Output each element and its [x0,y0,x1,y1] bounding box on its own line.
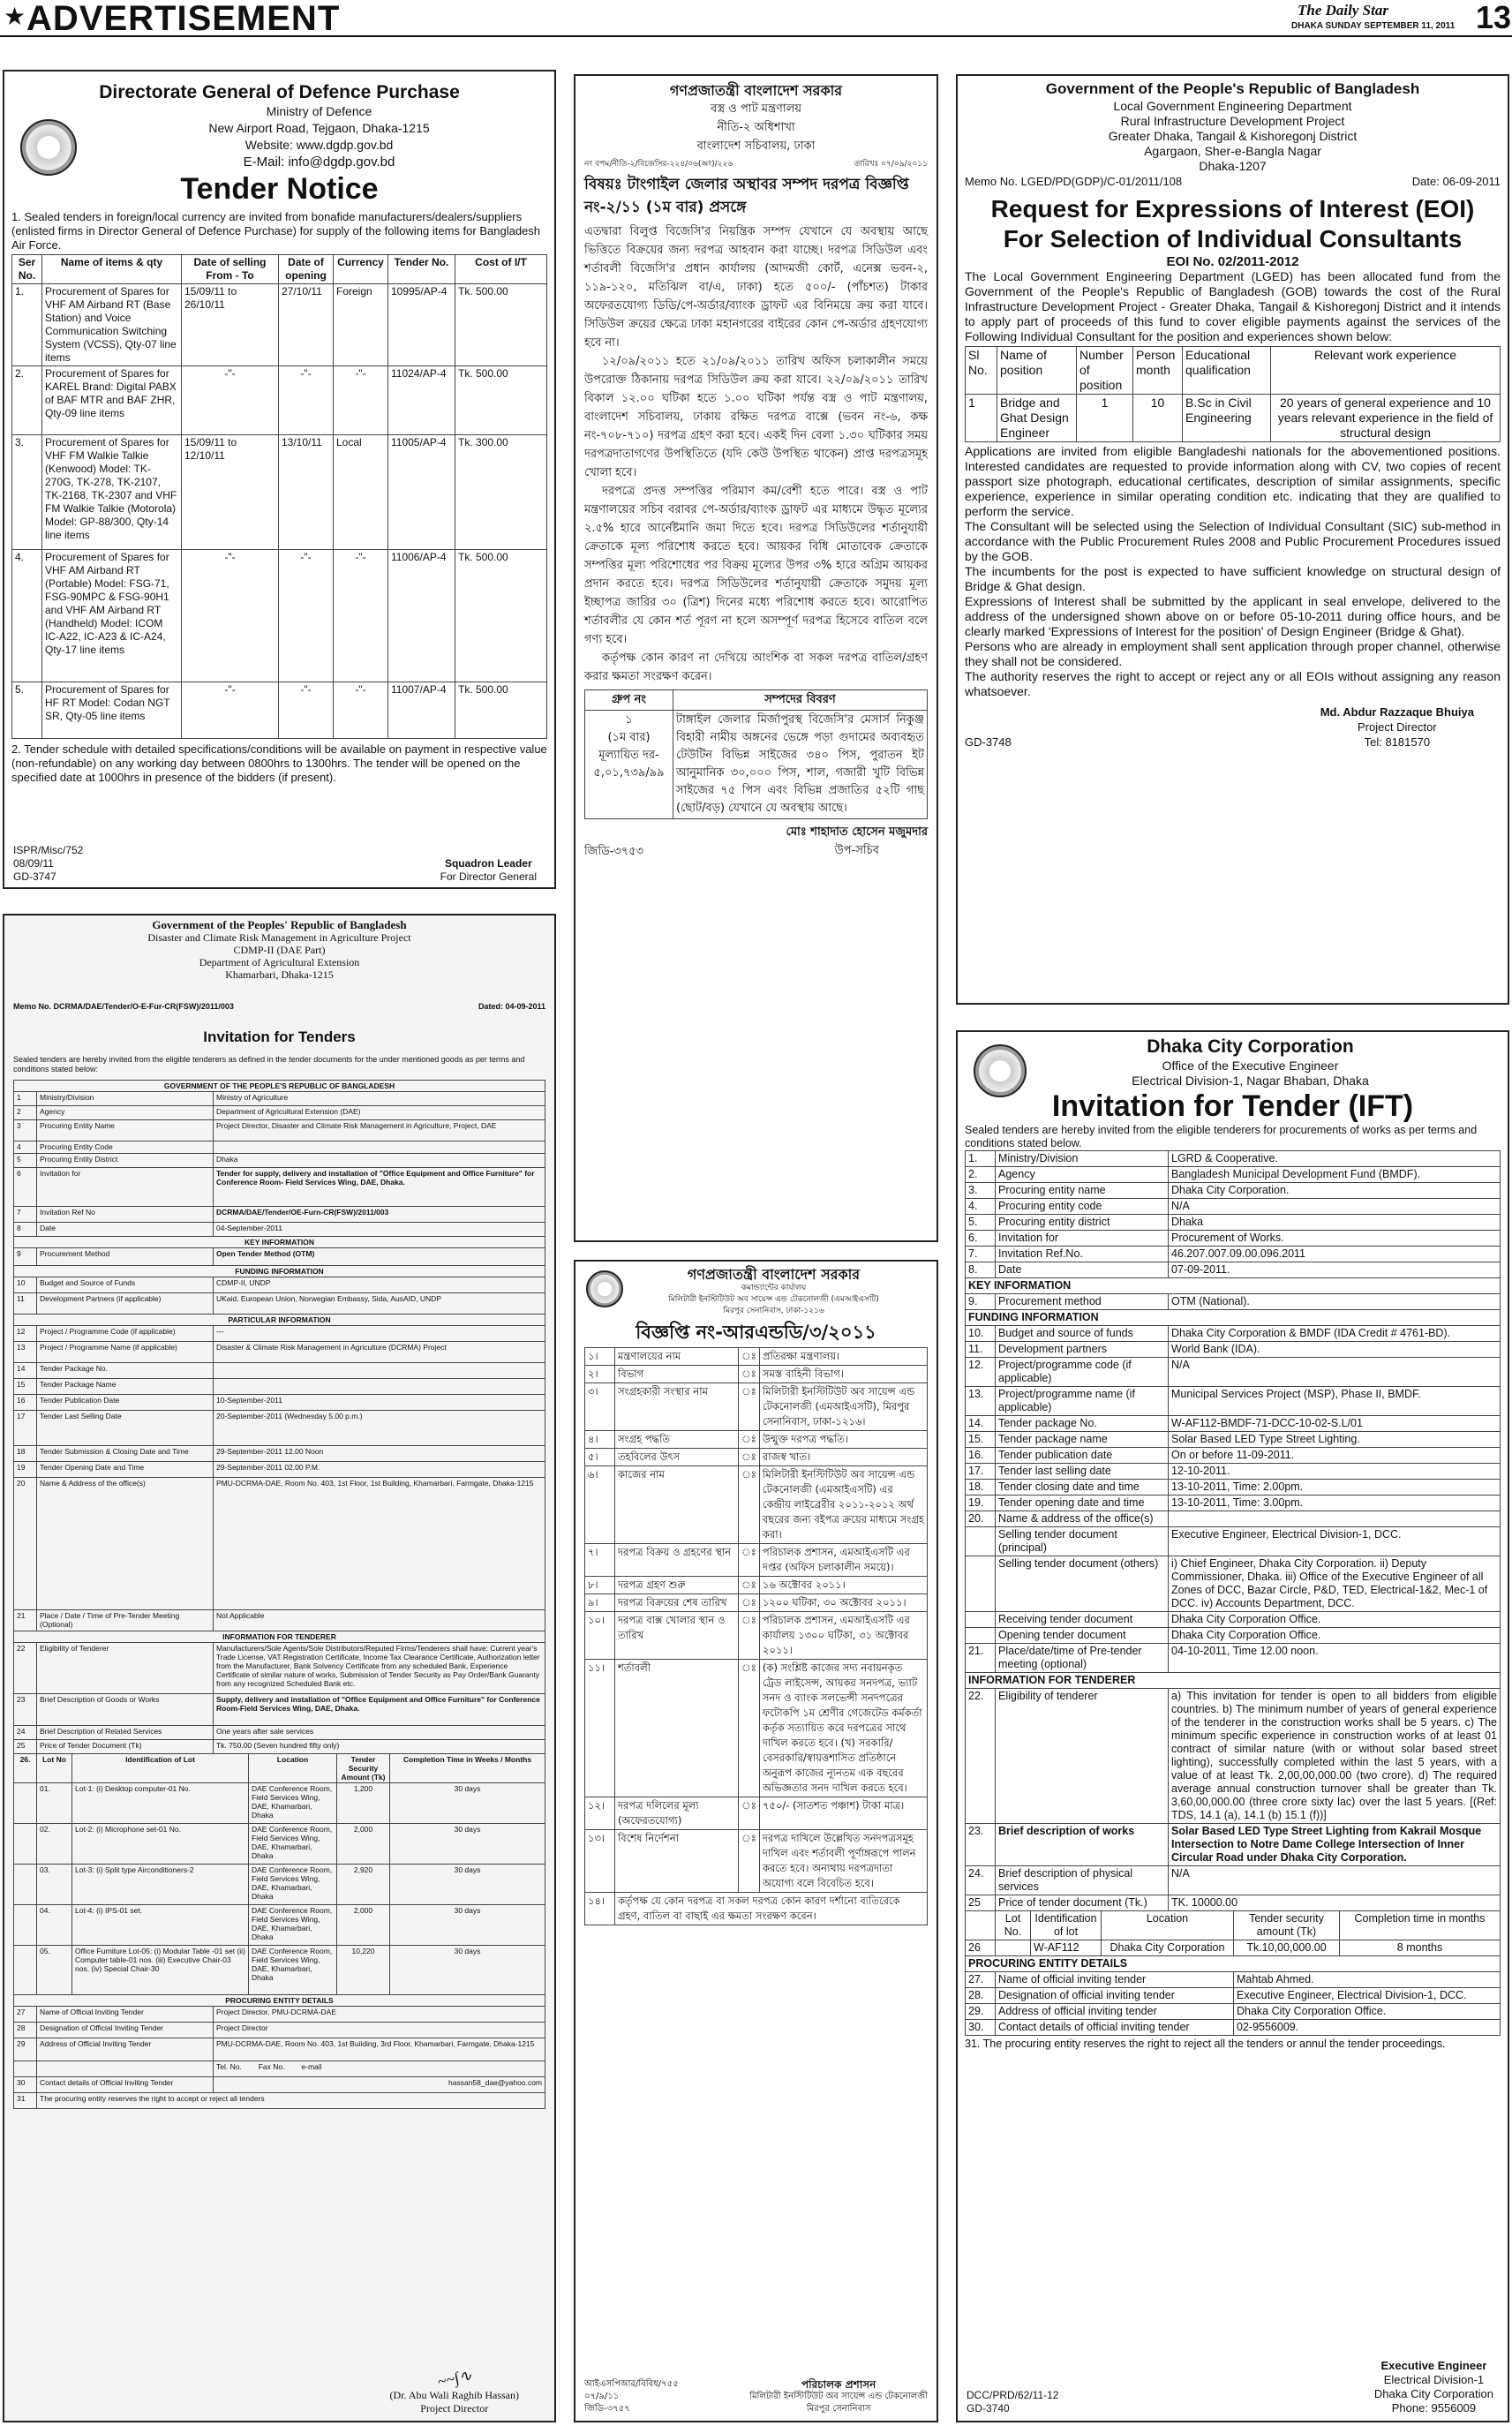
table-row: 20. Name & address of the office(s) [966,1511,1501,1527]
dcc-ift-title: Invitation for Tender (IFT) [1051,1089,1414,1123]
table-row: 2 Agency Department of Agricultural Extension (DAE) [14,1106,545,1120]
table-row: ৭। দরপত্র বিক্রয় ও গ্রহণের স্থান ঃ পরিচালক প্রশাসন, এমআইএসটি এর দপ্তর (অফিস চলাকালীন সময়ে)। [585,1544,928,1577]
table-row: 3 Procuring Entity Name Project Director, Disaster and Climate Risk Management in Agriculture, Project, DAE [14,1120,545,1141]
table-row: 3. Procuring entity name Dhaka City Corporation. [966,1183,1501,1199]
lged-intro: The Local Government Engineering Department (LGED) has been allocated fund from the Government of the People's Republic of Bangladesh (GOB) towards the cost of the Rural Infrastructure Development Project - Greater Dhaka, Tangail & Kishoregonj District and it intends to apply part of proceeds of this fund to cover eligible payments against the services of the Following Individual Consultant for the position and experiences shown below: [965,269,1501,343]
bn2-institute: মিলিটারী ইনস্টিটিউট অব সায়েন্স এন্ড টেকনোলজী (এমআইএসটি) [668,1295,879,1304]
table-row: 5. Procurement of Spares for HF RT Model: Codan NGT SR, Qty-05 line items -"- -"- -"- 11007/AP-4 Tk. 500.00 [12,682,547,739]
dae-section-heading: FUNDING INFORMATION [14,1266,545,1277]
dgdp-addr-line: Ministry of Defence [266,104,372,118]
ad-dcc-ift [956,1030,1509,2422]
dgdp-note: 2. Tender schedule with detailed specifications/conditions will be available on payment in respective value (non-refundable) on any working day between 0800hrs to 1300hrs. The tender will be opened on the specified date at 1000hrs in presence of the bidders (if present). [11,742,547,784]
dcc-section-heading: INFORMATION FOR TENDERER [966,1673,1501,1689]
dcc-emblem-icon [974,1044,1027,1097]
dgdp-sign-title: For Director General [440,870,537,883]
dae-table [13,1080,545,1754]
table-row: 10 Budget and Source of Funds CDMP-II, UNDP [14,1277,545,1293]
dae-proc-table [13,1994,545,2109]
dae-section-heading: PARTICULAR INFORMATION [14,1315,545,1326]
table-row: 25 Price of tender document (Tk.) TK. 10000.00 [966,1895,1501,1911]
table-row: 18 Tender Submission & Closing Date and Time 29-September-2011 12.00 Noon [14,1446,545,1462]
dgdp-addr-line: New Airport Road, Tejgaon, Dhaka-1215 [208,121,430,135]
table-header: Sl No. [966,347,997,395]
table-row: Opening tender document Dhaka City Corporation Office. [966,1628,1501,1644]
table-row: ১০। দরপত্র বাক্স খোলার স্থান ও তারিখ ঃ পরিচালক প্রশাসন, এমআইএসটি এর কার্যালয় ১৩০০ ঘটিকা, ৩১ অক্টোবর ২০১১। [585,1612,928,1660]
dgdp-emblem-icon [20,119,77,176]
lged-subtitle: For Selection of Individual Consultants [1003,225,1463,252]
lged-gov-title: Government of the People's Republic of Bangladesh [1045,80,1420,97]
table-header: Number of position [1077,347,1133,395]
lged-tel: Tel: 8181570 [1364,735,1431,749]
lged-eoi-no: EOI No. 02/2011-2012 [1166,254,1299,269]
dae-sign-name: (Dr. Abu Wali Raghib Hassan) [389,2389,519,2401]
bn1-date: তারিখঃ ০৭/০৯/২০১১ [854,160,928,169]
table-header: Educational qualification [1183,347,1271,395]
dcc-gd: GD-3740 [967,2402,1010,2415]
lged-memo: Memo No. LGED/PD(GDP)/C-01/2011/108 [965,175,1183,188]
bn2-gd: জিডি-৩৭৫৭ [584,2404,630,2414]
bn1-gov-title: গণপ্রজাতন্ত্রী বাংলাদেশ সরকার [669,82,843,99]
dae-section-heading: GOVERNMENT OF THE PEOPLE'S REPUBLIC OF BANGLADESH [14,1081,545,1092]
ad-lged-eoi [956,74,1509,1005]
issue-date: DHAKA SUNDAY SEPTEMBER 11, 2011 [1291,21,1456,31]
table-row: 11 Development Partners (if applicable) UKaid, European Union, Norwegian Embassy, Sida, AusAID, UNDP [14,1293,545,1315]
lged-para: The Consultant will be selected using the Selection of Individual Consultant (SIC) sub-method in accordance with the Public Procurement Rules 2008 and Public Procurement Procedures issued by the GOB. [965,519,1501,563]
table-header: Relevant work experience [1271,347,1501,395]
table-row: ১ (১ম বার) মূল্যায়িত দর- ৫,০১,৭৩৯/৯৯ টাঙ্গাইল জেলার মির্জাপুরস্থ বিজেসি'র মেসার্স নিকুঞ্জ বিহারী নামীয় অঙ্গনের ভেঙ্গে পড়া গুদামের অব্যবহৃত টেউটিন বিভিন্ন সাইজের ৩৪০ পিস, পুরাতন ইট আনুমানিক ৩০,০০০ পিস, শাল, গজারী খুটি বিভিন্ন সাইজের ৭৫ পিস এবং বিভিন্ন প্রজাতির ৫২টি গাছ (ছোট/বড়) যেখানে যে অবস্থায় আছে। [585,711,928,819]
table-header: Date of opening [279,255,334,284]
dcc-section-heading: KEY INFORMATION [966,1278,1501,1294]
bn2-address: মিরপুর সেনানিবাস, ঢাকা-১২১৬ [723,1307,824,1315]
dae-memo: Memo No. DCRMA/DAE/Tender/O-E-Fur-CR(FSW)/2011/003 [13,1002,234,1011]
dgdp-ref: ISPR/Misc/752 [13,844,84,856]
lged-sign-title: Project Director [1358,720,1437,734]
dcc-office: Office of the Executive Engineer [1162,1059,1339,1073]
dcc-lot-table [965,1910,1501,1956]
section-title: ADVERTISEMENT [26,0,341,38]
dgdp-gd: GD-3747 [13,870,56,883]
bn2-sign-loc: মিরপুর সেনানিবাস [806,2404,871,2414]
ad-bangla-mist-tender [574,1260,938,2422]
dcc-sign-org: Dhaka City Corporation [1373,2387,1493,2400]
table-header: Completion Time in Weeks / Months [390,1754,545,1783]
bn2-gov-title: গণপ্রজাতন্ত্রী বাংলাদেশ সরকার [687,1266,861,1283]
bn1-gd: জিডি-৩৭৫৩ [584,845,644,858]
table-row: ৯। দরপত্র বিক্রয়ের শেষ তারিখ ঃ ১২০০ ঘটিকা, ৩০ অক্টোবর ২০১১। [585,1594,928,1612]
dae-address: Khamarbari, Dhaka-1215 [225,968,334,981]
table-row: 11. Development partners World Bank (IDA). [966,1342,1501,1358]
table-row: 6 Invitation for Tender for supply, delivery and installation of "Office Equipment and Office Furniture" for Conference Room- Field Services Wing, DAE, Dhaka. [14,1168,545,1207]
table-header: Location [1102,1911,1234,1940]
table-row: 27. Name of official inviting tender Mahtab Ahmed. [966,1972,1501,1988]
table-header: Location [249,1754,337,1783]
bn2-title: বিজ্ঞপ্তি নং-আরএন্ডডি/৩/২০১১ [636,1322,876,1343]
table-row: 1 Bridge and Ghat Design Engineer 1 10 B.Sc in Civil Engineering 20 years of general experience and 10 years relevant experience in the field of structural design [966,395,1501,442]
table-row: 26 W-AF112 Dhaka City Corporation Tk.10,00,000.00 8 months [966,1940,1501,1956]
page-number: 13 [1476,0,1512,35]
bn1-address: বাংলাদেশ সচিবালয়, ঢাকা [696,139,816,153]
table-row: Selling tender document (principal) Executive Engineer, Electrical Division-1, DCC. [966,1527,1501,1556]
table-row: 30 Contact details of Official Inviting Tender hassan58_dae@yahoo.com [14,2077,545,2093]
lged-date: Date: 06-09-2011 [1411,175,1501,188]
table-row: ৬। কাজের নাম ঃ মিলিটারী ইনস্টিটিউট অব সায়েন্স এন্ড টেকনোলজী (এমআইএসটি) এর কেন্দ্রীয় লাইব্রেরীর ২০১১-২০১২ অর্থ বছরের জন্য বইপত্র ক্রয়ের মাধ্যমে সংগ্রহ করা। [585,1466,928,1544]
table-row: 13 Project / Programme Name (if applicable) Disaster & Climate Risk Management in Agriculture (DCRMA) Project [14,1342,545,1363]
table-row: 14 Tender Package No. [14,1363,545,1379]
mist-emblem-icon [586,1270,623,1307]
table-row: 8. Date 07-09-2011. [966,1262,1501,1278]
dae-section-heading: KEY INFORMATION [14,1237,545,1248]
dae-signature-icon: ~~∫∿ [435,2366,474,2391]
dgdp-email: E-Mail: info@dgdp.gov.bd [243,154,395,170]
dcc-sign-title: Executive Engineer [1380,2359,1487,2372]
dcc-title: Dhaka City Corporation [1147,1036,1354,1057]
table-row: 29. Address of official inviting tender Dhaka City Corporation Office. [966,2004,1501,2020]
table-header: Date of selling From - To [182,255,279,284]
table-header: Identification of Lot [72,1754,249,1783]
bn1-body: কর্তৃপক্ষ কোন কারণ না দেখিয়ে আংশিক বা সকল দরপত্র বাতিল/গ্রহণ করার ক্ষমতা সংরক্ষণ করেন। [584,652,928,683]
table-row: 2. Agency Bangladesh Municipal Development Fund (BMDF). [966,1167,1501,1183]
table-row: 7 Invitation Ref No DCRMA/DAE/Tender/OE-Furn-CR(FSW)/2011/003 [14,1207,545,1223]
lged-project: Rural Infrastructure Development Project [1120,114,1345,128]
bn1-ministry: বস্ত্র ও পাট মন্ত্রণালয় [710,102,802,116]
bn1-memo: নং বপম/নীতি-২/বিজেসির-২২৪/০৬(অং)/২২৬ [584,160,733,169]
table-header: Currency [334,255,388,284]
lged-para: Expressions of Interest shall be submitted by the applicant in seal envelope, delivered to the address of the undersigned shown above on or before 05-10-2011 during office hours, and be clearly marked 'Expressions of Interest for the position' of Design Engineer (Bridge & Ghat). [965,594,1501,638]
dae-dept: Department of Agricultural Extension [199,956,360,968]
table-row: ৩। সংগ্রহকারী সংস্থার নাম ঃ মিলিটারী ইনস্টিটিউট অব সায়েন্স এন্ড টেকনোলজী (এমআইএসটি), মিরপুর সেনানিবাস, ঢাকা-১২১৬। [585,1383,928,1431]
table-row: 20 Name & Address of the office(s) PMU-DCRMA-DAE, Room No. 403, 1st Floor, 1st Building, Khamarbari, Farmgate, Dhaka-1215 [14,1478,545,1610]
table-row: 19 Tender Opening Date and Time 29-September-2011 02.00 P.M. [14,1462,545,1478]
table-header: Name of position [997,347,1077,395]
dae-intro: Sealed tenders are hereby invited from the eligible tenderers as defined in the tender documents for the under mentioned goods as per terms and conditions stated below: [13,1055,525,1074]
table-row: 30. Contact details of official inviting tender 02-9556009. [966,2020,1501,2036]
dcc-sign-phone: Phone: 9556009 [1391,2401,1477,2415]
table-header: Lot No. [996,1911,1031,1940]
bn2-sign-inst: মিলিটারী ইনস্টিটিউট অব সায়েন্স এন্ড টেকনোলজী [749,2392,928,2401]
dgdp-sign-rank: Squadron Leader [444,857,532,870]
table-row: 16 Tender Publication Date 10-September-2011 [14,1395,545,1411]
table-row: 22 Eligibility of Tenderer Manufacturers/Sole Agents/Sole Distributors/Reputed Firms/Tenderers shall have: Current year's Trade License, VAT Registration Certificate, Income Tax Clearance Certificate, Authorization letter from the Manufacturer, Bank Solvency Certificate from any scheduled Bank, Experience Certificate of similar nature of works, Submission of Tender Security as Pay Order/Bank Guaranty from any recognized Scheduled Bank etc. [14,1643,545,1694]
table-header: Tender security amount (Tk) [1234,1911,1340,1940]
bn2-office: কমান্ড্যান্টের কার্যালয় [741,1284,807,1292]
table-row: 21 Place / Date / Time of Pre-Tender Meeting (Optional) Not Applicable [14,1610,545,1631]
lged-title: Request for Expressions of Interest (EOI) [990,195,1475,222]
table-header: Person month [1133,347,1183,395]
dcc-division: Electrical Division-1, Nagar Bhaban, Dhaka [1132,1074,1369,1088]
table-header: Tender No. [388,255,455,284]
table-row: 24. Brief description of physical services N/A [966,1866,1501,1895]
table-row: 15 Tender Package Name [14,1379,545,1395]
table-header: Ser No. [12,255,42,284]
bn1-sign-title: উপ-সচিব [834,844,879,857]
table-row: 25 Price of Tender Document (Tk) Tk. 750.00 (Seven hundred fifty only) [14,1740,545,1754]
dgdp-intro: 1. Sealed tenders in foreign/local currency are invited from bonafide manufacturers/dealers/suppliers (enlisted firms in Director General of Defence Purchase) for supply of the following items for Bangladesh Air Force. [11,210,541,252]
dae-sign-title: Project Director [420,2402,489,2415]
dgdp-ref-date: 08/09/11 [13,857,54,870]
table-row: 12. Project/programme code (if applicable) N/A [966,1358,1501,1387]
lged-city: Dhaka-1207 [1199,159,1267,173]
table-row: 10. Budget and source of funds Dhaka City Corporation & BMDF (IDA Credit # 4761-BD). [966,1326,1501,1342]
table-row: 29 Address of Official Inviting Tender PMU-DCRMA-DAE, Room No. 403, 1st Building, 3rd Floor, Khamarbari, Farmgate, Dhaka-1215 [14,2038,545,2061]
table-row: 14. Tender package No. W-AF112-BMDF-71-DCC-10-02-S.L/01 [966,1416,1501,1432]
table-row: 15. Tender package name Solar Based LED Type Street Lighting. [966,1432,1501,1448]
bn1-body: দরপত্রে প্রদত্ত সম্পত্তির পরিমাণ কম/বেশী হতে পারে। বস্ত্র ও পাট মন্ত্রণালয়ের সচিব বরাবর পে-অর্ডার/ব্যাংক ড্রাফট এর মাধ্যমে উদ্ধৃত মূল্যের ২.৫% হারে আর্নেষ্টমানি জমা দিতে হবে। দরপত্র সিডিউলের শর্তানুযায়ী ক্রেতাকে মূল্য পরিশোধ করতে হবে। আয়কর বিধি মোতাবেক ক্রেতাকে সম্পত্তির মূল্য পরিশোধের পর বিক্রয় মূল্যের উপর ৩% হারে অগ্রিম আয়কর প্রদান করতে হবে। দরপত্র সিডিউলের শর্তানুযায়ী ক্রেতাকে সমুদয় মূল্য ইচ্ছাপত্র জারির ৩০ (ত্রিশ) দিনের মধ্যে পরিশোধ করতে হবে। আরোপিত শর্তাবলীর যে কোন শর্ত পূরণ না হলে অসম্পূর্ণ দরপত্র হিসেবে বাতিল বলে গণ্য হবে। [584,485,928,646]
bn1-wing: নীতি-২ অধিশাখা [717,121,795,134]
dae-lot-table: 26. Lot No Identification of Lot Location Tender Security Amount (Tk) Completion Time in Weeks / Months 01. Lot-1: (i) Desktop computer-01 No. DAE Conference Room, Field Services Wing, DAE, Khamarbari, Dhaka 1,200 30 days 02. Lot-2: (i) Microphone set-01 No. DAE Conference Room, Field Services Wing, DAE, Khamarbari, Dhaka 2,000 30 days 03. Lot-3: (i) Split type Airconditioners-2 DAE Conference Room, Field Services Wing, DAE, Khamarbari, Dhaka 2,920 30 days 04. Lot-4: (i) IPS-01 set. DAE Conference Room, Field Services Wing, DAE, Khamarbari, Dhaka 2,000 30 days 05. Office Furniture Lot-05: (i) Modular Table -01 set (ii) Computer table-01 nos. (iii) Executive Chair-03 nos. (iv) Special Chair-30 DAE Conference Room, Field Services Wing, DAE, Khamarbari, Dhaka 10,220 30 days [13,1753,545,1995]
lged-para: Applications are invited from eligible Bangladeshi nationals for the abovementioned positions. Interested candidates are requested to provide information along with CV, two copies of recent passport size photograph, educational certificates, description of similar assignments, specific experience, experience in similar operating condition etc. indicating that they are qualified to perform the service. [965,444,1501,518]
dgdp-items-table [11,254,547,739]
lged-sign-name: Md. Abdur Razzaque Bhuiya [1320,705,1474,719]
dcc-reserve-note: 31. The procuring entity reserves the right to reject all the tenders or annul the tender proceedings. [965,2038,1446,2050]
table-row: 1 Ministry/Division Ministry of Agriculture [14,1092,545,1106]
table-row: 1. Ministry/Division LGRD & Cooperative. [966,1151,1501,1167]
bn1-subject: বিষয়ঃ টাংগাইল জেলার অস্থাবর সম্পদ দরপত্র বিজ্ঞপ্তি নং-২/১১ (১ম বার) প্রসঙ্গে [584,176,909,216]
ad-bangla-textile-tender [574,74,938,1242]
table-row: 5 Procuring Entity District Dhaka [14,1154,545,1168]
table-row: 02. Lot-2: (i) Microphone set-01 No. DAE Conference Room, Field Services Wing, DAE, Khamarbari, Dhaka 2,000 30 days [14,1824,545,1865]
table-row: 4. Procurement of Spares for VHF AM Airband RT (Portable) Model: FSG-71, FSG-90MPC & FSG-90H1 and VHF AM Airband RT (Handheld) Model: ICOM IC-A22, IC-A23 & IC-A24, Qty-17 line items -"- -"- -"- 11006/AP-4 Tk. 500.00 [12,550,547,682]
table-row: 19. Tender opening date and time 13-10-2011, Time: 3.00pm. [966,1496,1501,1511]
dcc-sign-division: Electrical Division-1 [1383,2373,1485,2386]
table-row: 01. Lot-1: (i) Desktop computer-01 No. DAE Conference Room, Field Services Wing, DAE, Khamarbari, Dhaka 1,200 30 days [14,1783,545,1824]
bn2-sign-title: পরিচালক প্রশাসন [801,2378,876,2391]
table-row: 7. Invitation Ref.No. 46.207.007.09.00.096.2011 [966,1247,1501,1262]
newspaper-name: The Daily Star [1298,2,1388,19]
table-row: 04. Lot-4: (i) IPS-01 set. DAE Conference Room, Field Services Wing, DAE, Khamarbari, Dhaka 2,000 30 days [14,1905,545,1946]
bn1-body: ১২/০৯/২০১১ হতে ২১/০৯/২০১১ তারিখ অফিস চলাকালীন সময়ে উপরোক্ত ঠিকানায় দরপত্র সিডিউল ক্রয় করা যাবে। ২২/০৯/২০১১ তারিখ বিকাল ১২.০০ ঘটিকা হতে ১.০০ ঘটিকা পর্যন্ত বস্ত্র ও পাট মন্ত্রণালয়, বাংলাদেশ সচিবালয়, ঢাকায় রক্ষিত দরপত্র বাক্সে (ভবন নং-৬, কক্ষ নং-৭০৮-৭১০) দরপত্র গ্রহণ করা হবে। একই দিন বেলা ১.৩০ ঘটিকার সময় দরপত্রদাতাগণের উপস্থিতিতে (যদি কেউ উপস্থিত থাকেন) প্রাপ্ত দরপত্রসমূহ খোলা হবে। [584,355,928,479]
table-row: Tel. No. Fax No. e-mail [14,2061,545,2077]
dcc-section-heading: PROCURING ENTITY DETAILS [966,1956,1501,1972]
table-row: 24 Brief Description of Related Services One years after sale services [14,1726,545,1740]
table-row: Receiving tender document Dhaka City Corporation Office. [966,1612,1501,1628]
table-row: 17 Tender Last Selling Date 20-September-2011 (Wednesday 5.00 p.m.) [14,1411,545,1446]
bn1-table [584,689,928,819]
table-row: ১২। দরপত্র দলিলের মূল্য (অফেরতযোগ্য) ঃ ৭৫০/- (সাতশত পঞ্চাশ) টাকা মাত্র। [585,1797,928,1830]
table-row: 23 Brief Description of Goods or Works Supply, delivery and installation of "Office Equipment and Office Furniture" for Conference Room-Field Services Wing, DAE, Dhaka. [14,1694,545,1726]
bn2-isp-date: ০৭/৯/১১ [584,2392,620,2401]
table-row: ৪। সংগ্রহ পদ্ধতি ঃ উন্মুক্ত দরপত্র পদ্ধতি। [585,1431,928,1449]
bn2-table [584,1347,928,1925]
dcc-section-heading: FUNDING INFORMATION [966,1310,1501,1326]
lged-para: Persons who are already in employment shall sent application through proper channel, otherwise they shall not be considered. [965,639,1501,668]
table-row: 4 Procuring Entity Code [14,1141,545,1154]
table-row: ১৩। বিশেষ নির্দেশনা ঃ দরপত্র দাখিলে উল্লেখিত সনদপত্রসমূহ দাখিল এবং শর্তাবলী পূর্ণাঙ্গরূপে পালন করতে হবে। অন্যথায় দরপত্রদাতা অযোগ্য বলে বিবেচিত হবে। [585,1830,928,1893]
table-row: 4. Procuring entity code N/A [966,1199,1501,1215]
lged-area: Greater Dhaka, Tangail & Kishoregonj District [1108,129,1358,143]
lged-gd: GD-3748 [965,735,1012,749]
dae-date: Dated: 04-09-2011 [478,1002,545,1011]
dae-project: Disaster and Climate Risk Management in Agriculture Project [147,931,411,944]
table-row: 18. Tender closing date and time 13-10-2011, Time: 2.00pm. [966,1480,1501,1496]
dae-gov-title: Government of the Peoples' Republic of Bangladesh [152,918,407,931]
lged-table [965,346,1501,442]
table-row: 27 Name of Official Inviting Tender Project Director, PMU-DCRMA-DAE [14,2007,545,2023]
table-row: 5. Procuring entity district Dhaka [966,1215,1501,1231]
dgdp-title: Directorate General of Defence Purchase [99,82,460,102]
table-row: 31 The procuring entity reserves the right to accept or reject all tenders [14,2093,545,2109]
table-row: Selling tender document (others) i) Chief Engineer, Dhaka City Corporation. ii) Deputy Commissioner, Dhaka. iii) Office of the Executive Engineer of all Zones of DCC, Bazar Circle, P&D, TED, Electrical-1&2, Mec-1 of DCC. iv) Accounts Department, DCC. [966,1556,1501,1612]
lged-dept: Local Government Engineering Department [1113,99,1352,113]
table-header: গ্রুপ নং [585,690,673,711]
bn1-sign-name: মোঃ শাহাদাত হোসেন মজুমদার [786,825,928,839]
dcc-ref: DCC/PRD/62/11-12 [967,2389,1059,2401]
table-row: 9. Procurement method OTM (National). [966,1294,1501,1310]
dgdp-notice-title: Tender Notice [180,172,379,206]
dcc-proc-table [965,1955,1501,2036]
dgdp-website: Website: www.dgdp.gov.bd [244,138,394,152]
table-row: 2. Procurement of Spares for KAREL Brand: Digital PABX of BAF MTR and BAF ZHR, Qty-09 line items -"- -"- -"- 11024/AP-4 Tk. 500.00 [12,366,547,435]
table-row: 9 Procurement Method Open Tender Method (OTM) [14,1248,545,1266]
dae-project: CDMP-II (DAE Part) [233,944,326,956]
dae-section-heading: PROCURING ENTITY DETAILS [14,1995,545,2007]
table-row: 05. Office Furniture Lot-05: (i) Modular Table -01 set (ii) Computer table-01 nos. (iii) Executive Chair-03 nos. (iv) Special Chair-30 DAE Conference Room, Field Services Wing, DAE, Khamarbari, Dhaka 10,220 30 days [14,1946,545,1995]
table-row: 8 Date 04-September-2011 [14,1223,545,1237]
lged-para: The authority reserves the right to accept or reject any or all EOIs without assigning any reason whatsoever. [965,669,1501,698]
table-row: 21. Place/date/time of Pre-tender meeting (optional) 04-10-2011, Time 12.00 noon. [966,1644,1501,1673]
dae-title: Invitation for Tenders [203,1028,356,1045]
table-row: 13. Project/programme name (if applicable) Municipal Services Project (MSP), Phase II, BMDF. [966,1387,1501,1416]
bn2-isp-ref: আইএসপিআর/বিবিধ/৭৫৫ [584,2379,679,2389]
table-header: সম্পদের বিবরণ [673,690,928,711]
table-header: Cost of I/T [455,255,547,284]
table-row: 12 Project / Programme Code (if applicable) --- [14,1326,545,1342]
ad-dgdp-tender [3,70,556,889]
dcc-intro: Sealed tenders are hereby invited from the eligible tenderers for procurements of works as per terms and conditions stated below. [965,1124,1478,1149]
page-header [0,0,1512,37]
table-row: 6. Invitation for Procurement of Works. [966,1231,1501,1247]
bn1-body: এতদ্বারা বিলুপ্ত বিজেসি'র নিয়ন্ত্রিক সম্পদ যেখানে যে অবস্থায় আছে ভিত্তিতে বিক্রয়ের জন্য দরপত্র আহবান করা যাচ্ছে। দরপত্র সিডিউল এবং শর্তাবলী বিজেসি'র প্রধান কার্যালয় (আদমজী কোর্ট, এনেক্স ভবন-২, ১১৯-১২০, মতিঝিল বা/এ, ঢাকা) হতে ৫০০/- (পাঁচশত) টাকার অফেরতযোগ্য ডিডি/পে-অর্ডার/ব্যাংক ড্রাফট এর বিনিময়ে ক্রয় করা যাবে। সিডিউল ক্রয়ের ক্ষেত্রে ঢাকা মহানগরের বাইরের কোন পে-অর্ডার গ্রহণযোগ্য হবে না। [584,225,928,350]
star-logo-icon: ★ [4,3,26,30]
lged-address: Agargaon, Sher-e-Bangla Nagar [1144,144,1321,158]
table-row: 17. Tender last selling date 12-10-2011. [966,1464,1501,1480]
table-row: 16. Tender publication date On or before 11-09-2011. [966,1448,1501,1464]
table-header: Completion time in months [1340,1911,1501,1940]
table-row: ৮। দরপত্র গ্রহণ শুরু ঃ ১৬ অক্টোবর ২০১১। [585,1577,928,1594]
lged-para: The incumbents for the post is expected to have sufficient knowledge on structural design of Bridge & Ghat design. [965,564,1501,593]
table-header: Tender Security Amount (Tk) [337,1754,390,1783]
dcc-table [965,1150,1501,1911]
table-row: 3. Procurement of Spares for VHF FM Walkie Talkie (Kenwood) Model: TK-270G, TK-278, TK-2107, TK-2168, TK-2307 and VHF FM Walkie Talkie (Motorola) Model: GP-88/300, Qty-14 line items 15/09/11 to 12/10/11 13/10/11 Local 11005/AP-4 Tk. 300.00 [12,435,547,550]
table-row: 23. Brief description of works Solar Based LED Type Street Lighting from Kakrail Mosque Intersection to Notre Dame College Intersection of Inner Circular Road under Dhaka City Corporation. [966,1824,1501,1866]
table-row: ১৪। কর্তৃপক্ষ যে কোন দরপত্র বা সকল দরপত্র কোন কারণ দর্শানো ব্যতিরেকে গ্রহণ, বাতিল বা বাছাই এর ক্ষমতা সংরক্ষণ করেন। [585,1893,928,1925]
table-header: Identification of lot [1031,1911,1102,1940]
table-row: ১। মন্ত্রণালয়ের নাম ঃ প্রতিরক্ষা মন্ত্রণালয়। [585,1348,928,1366]
table-row: ৫। তহবিলের উৎস ঃ রাজস্ব খাত। [585,1449,928,1466]
dae-section-heading: INFORMATION FOR TENDERER [14,1631,545,1643]
table-row: 1. Procurement of Spares for VHF AM Airband RT (Base Station) and Voice Communication Switching System (VCSS), Qty-07 line items 15/09/11 to 26/10/11 27/10/11 Foreign 10995/AP-4 Tk. 500.00 [12,284,547,366]
table-row: 03. Lot-3: (i) Split type Airconditioners-2 DAE Conference Room, Field Services Wing, DAE, Khamarbari, Dhaka 2,920 30 days [14,1865,545,1905]
table-header: Name of items & qty [42,255,182,284]
table-row: 28. Designation of official inviting tender Executive Engineer, Electrical Division-1, DCC. [966,1988,1501,2004]
table-header: Lot No [37,1754,72,1783]
table-row: ২। বিভাগ ঃ সমস্ত বাহিনী বিভাগ। [585,1366,928,1383]
table-row: 28 Designation of Official Inviting Tender Project Director [14,2023,545,2038]
ad-dae-invitation [3,914,556,2422]
table-row: 22. Eligibility of tenderer a) This invitation for tender is open to all bidders from eligible countries. b) The minimum number of years of general experience of the tenderer in the construction works shall be 5 years. c) The minimum specific experience in construction works of at least 01 contract of similar nature (with or without solar based street lighting), successfully completed within the last 5 years, with a value of at least Tk. 2,00,00,000.00 (two crore). d) The required average annual construction turnover shall be greater than Tk. 3,60,00,000.00 (three crore sixty lac) over the last 5 years. [(Ref: TDS, 14.1 (a), 14.1 (b) 15.1 (f))] [966,1689,1501,1824]
table-row: ১১। শর্তাবলী ঃ (ক) সংশ্লিষ্ট কাজের সদ্য নবায়নকৃত ট্রেড লাইসেন্স, আয়কর সনদপত্র, ভ্যাট সনদ ও ব্যাংক সলভেন্সী সনদপত্রের ফটোকপি ১ম শ্রেণীর গেজেটেড কর্মকর্তা কর্তৃক সত্যায়িত করে দরপত্রের সাথে দাখিল করতে হবে। (খ) সরকারি/বেসরকারি/স্বায়ত্তশাসিত প্রতিষ্ঠানে অনুরূপ কাজের ন্যূনতম এক বছরের অভিজ্ঞতার সনদ দাখিল করতে হবে। [585,1660,928,1797]
